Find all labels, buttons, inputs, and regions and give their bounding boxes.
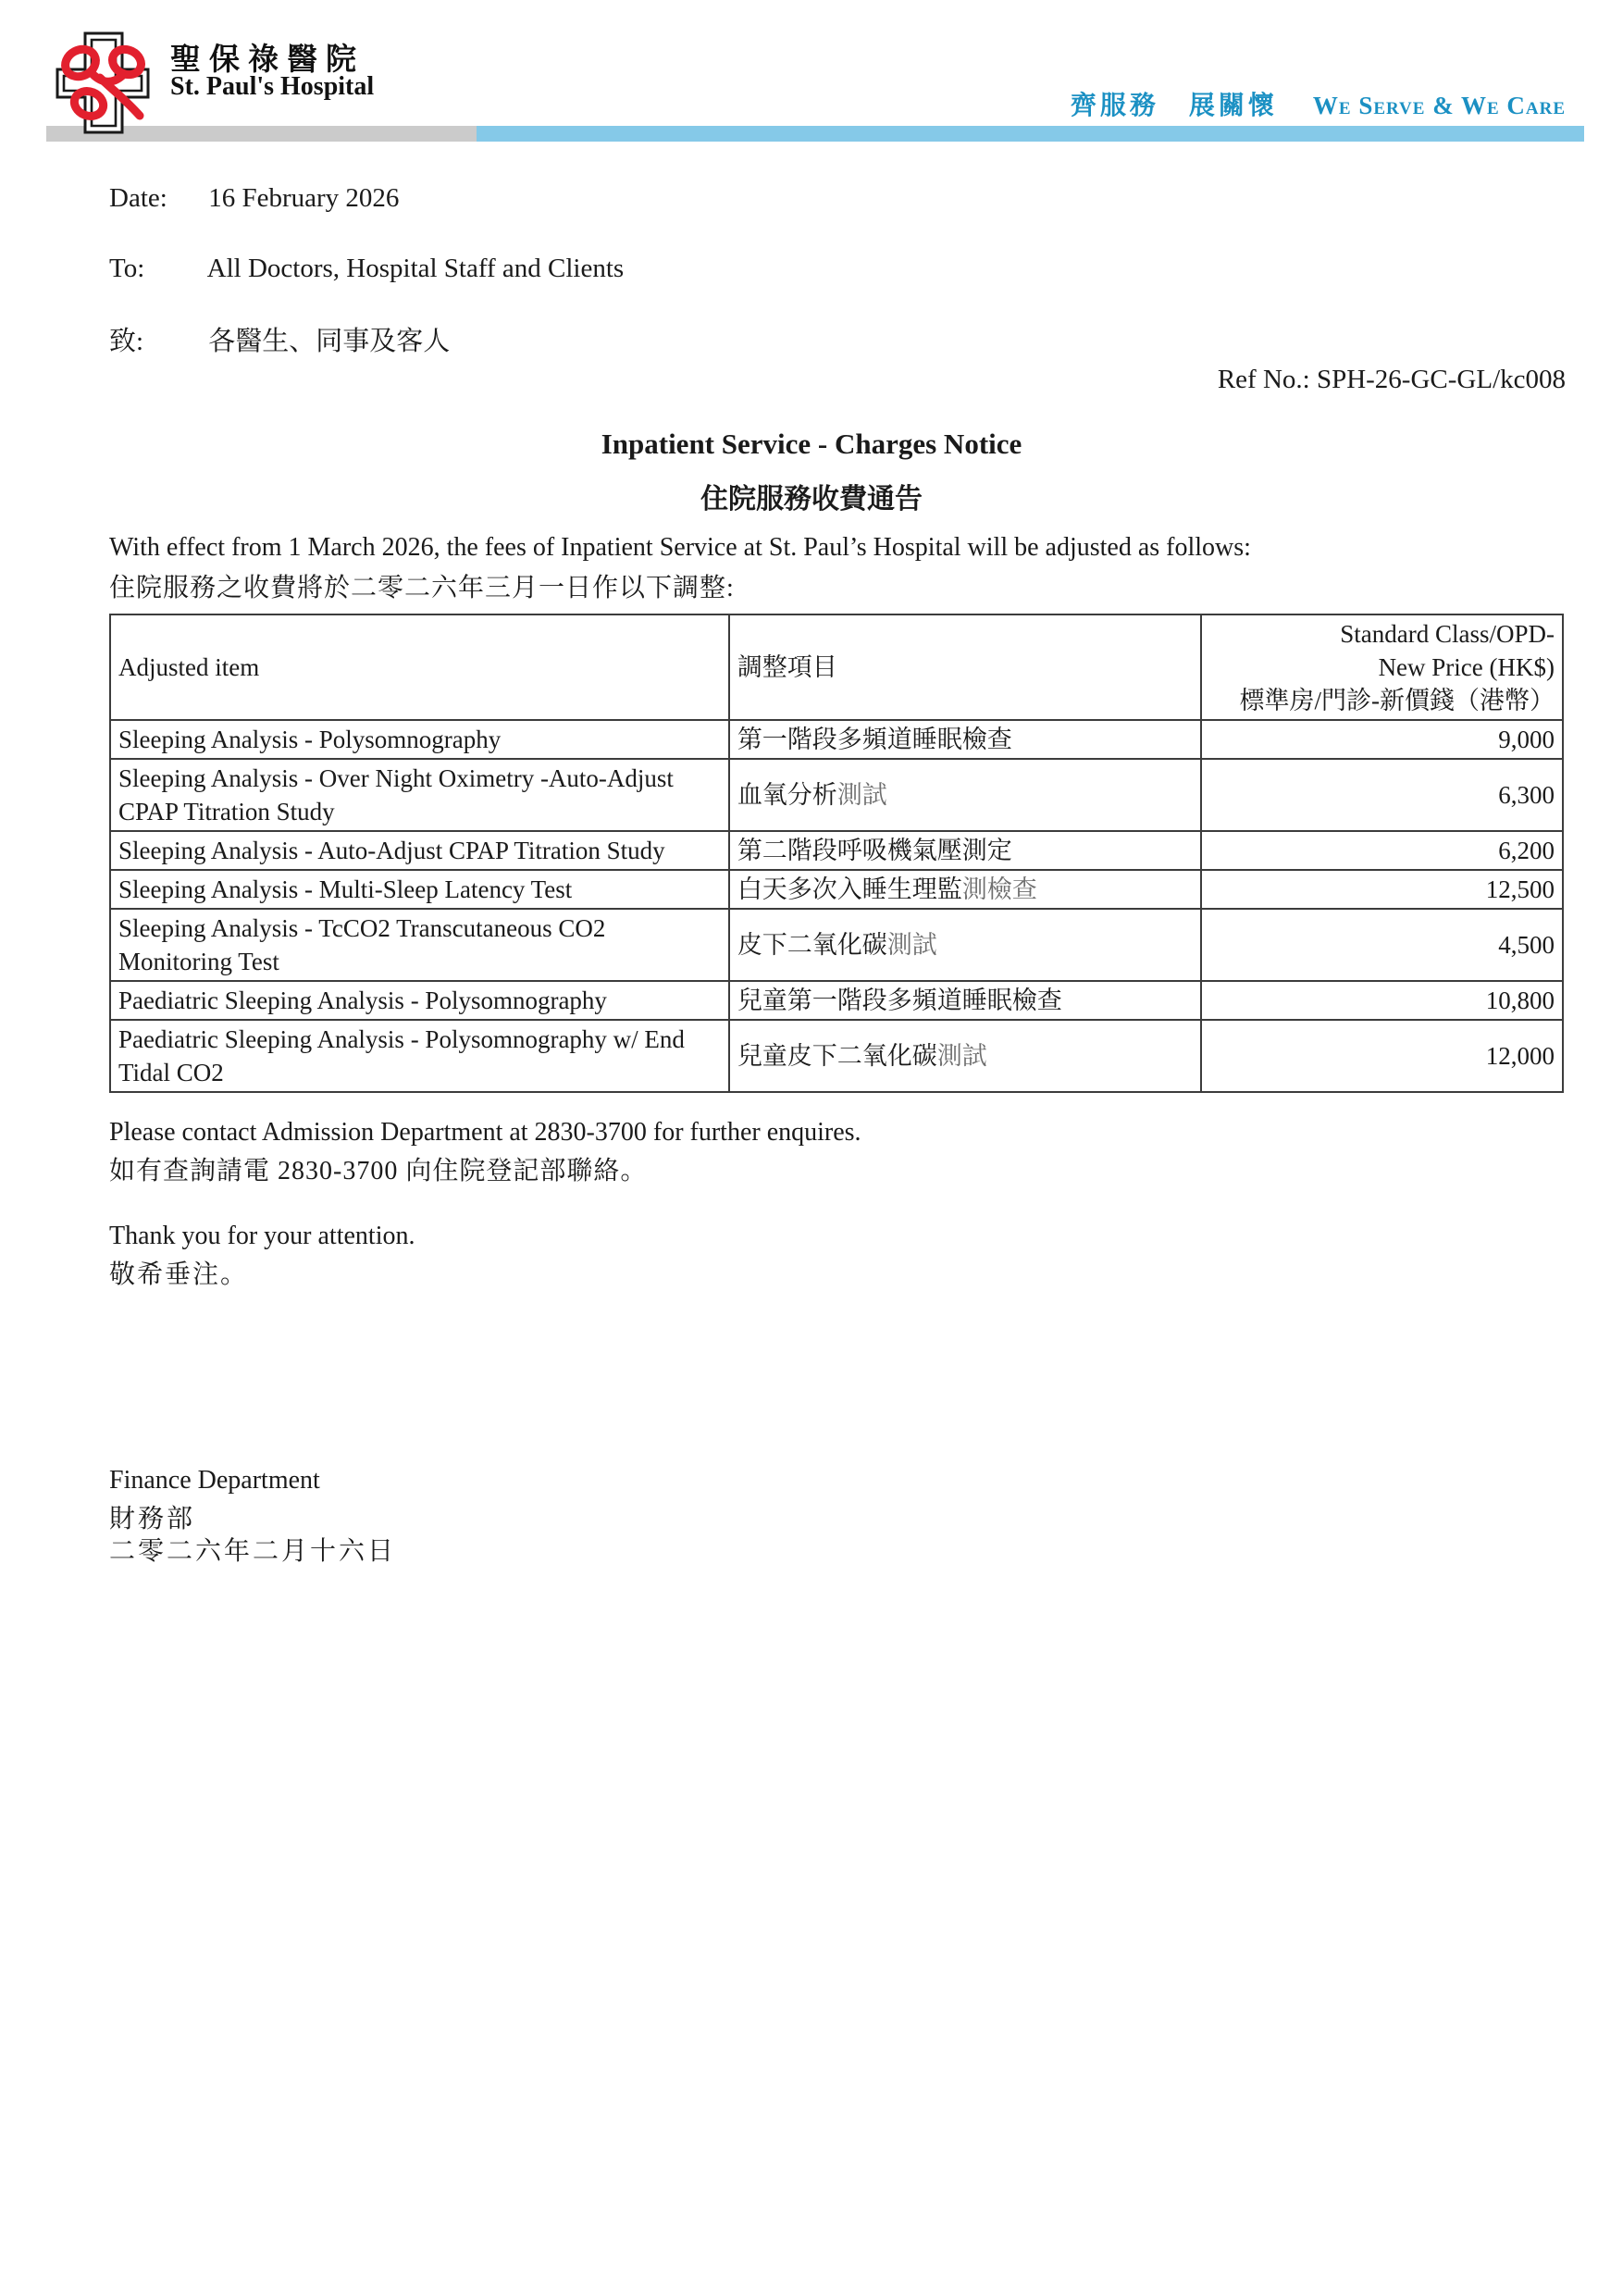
cell-item: Paediatric Sleeping Analysis - Polysomnography w/ End Tidal CO2: [110, 1020, 729, 1092]
zh-text: 兒童皮下二氧化碳: [737, 1042, 937, 1070]
cell-item-zh: [729, 759, 1201, 831]
signature-dept-en: Finance Department: [109, 1466, 320, 1495]
signature-dept-zh: 財務部: [109, 1505, 196, 1533]
to-line-zh: [109, 320, 450, 358]
motto-zh: 齊服務 展關懷: [1070, 92, 1278, 120]
table-row: [110, 831, 1563, 870]
charges-table: [109, 614, 1564, 1093]
cell-price: 12,500: [1201, 870, 1563, 909]
zh-text-gray: 測檢查: [961, 875, 1037, 903]
to-value-zh: 各醫生、同事及客人: [208, 327, 451, 356]
contact-text-zh: 如有查詢請電 2830-3700 向住院登記部聯絡。: [109, 1157, 648, 1185]
cell-item: Sleeping Analysis - Polysomnography: [110, 720, 729, 759]
header-adjusted-item-zh: 調整項目: [729, 614, 1201, 720]
zh-text: 第二階段呼吸機氣壓測定: [737, 837, 1012, 864]
date-label: Date:: [109, 183, 167, 213]
zh-text-gray: 測試: [836, 781, 887, 809]
date-value: 16 February 2026: [208, 183, 400, 213]
cell-item: Sleeping Analysis - Multi-Sleep Latency Test: [110, 870, 729, 909]
to-label-zh: 致:: [109, 327, 144, 356]
zh-text: 第一階段多頻道睡眠檢查: [737, 726, 1012, 753]
table-row: [110, 981, 1563, 1020]
cell-price: 6,200: [1201, 831, 1563, 870]
signature-date-zh: 二零二六年二月十六日: [109, 1537, 397, 1566]
header-price-line2: New Price (HK$): [1378, 653, 1555, 681]
header-adjusted-item: Adjusted item: [110, 614, 729, 720]
cell-price: 4,500: [1201, 909, 1563, 981]
zh-text: 白天多次入睡生理監: [737, 875, 962, 903]
cell-price: 12,000: [1201, 1020, 1563, 1092]
intro-text-zh: 住院服務之收費將於二零二六年三月一日作以下調整:: [109, 574, 735, 602]
cell-item-zh: [729, 1020, 1201, 1092]
notice-title-en: Inpatient Service - Charges Notice: [601, 428, 1022, 460]
closing-text-en: Thank you for your attention.: [109, 1222, 415, 1250]
date-line: [109, 183, 399, 214]
contact-text-en: Please contact Admission Department at 2830-3700 for further enquires.: [109, 1118, 861, 1147]
cell-item-zh: [729, 831, 1201, 870]
cell-price: 6,300: [1201, 759, 1563, 831]
zh-text-gray: 測試: [886, 931, 937, 959]
motto-en: We Serve & We Care: [1312, 92, 1566, 119]
zh-text: 兒童第一階段多頻道睡眠檢查: [737, 987, 1062, 1014]
cross-ribbon-icon: [46, 26, 157, 143]
intro-text-en: With effect from 1 March 2026, the fees of Inpatient Service at St. Paul’s Hospital will be adjusted as follows:: [109, 533, 1251, 562]
cell-item-zh: [729, 909, 1201, 981]
cell-item-zh: [729, 720, 1201, 759]
table-row: [110, 909, 1563, 981]
table-row: [110, 870, 1563, 909]
hospital-name-en: St. Paul's Hospital: [170, 72, 375, 101]
to-value: All Doctors, Hospital Staff and Clients: [206, 254, 625, 283]
cell-item: Sleeping Analysis - TcCO2 Transcutaneous CO2 Monitoring Test: [110, 909, 729, 981]
table-row: [110, 720, 1563, 759]
hospital-logo: [46, 26, 157, 143]
zh-text-gray: 測試: [936, 1042, 987, 1070]
table-header-row: [110, 614, 1563, 720]
header-price: [1201, 614, 1563, 720]
table-row: [110, 759, 1563, 831]
hospital-motto: [1071, 85, 1566, 122]
header-bar: [46, 126, 1584, 142]
zh-text: 皮下二氧化碳: [737, 931, 887, 959]
header-price-line3: 標準房/門診-新價錢（港幣）: [1239, 687, 1555, 714]
cell-item: Sleeping Analysis - Auto-Adjust CPAP Titration Study: [110, 831, 729, 870]
notice-title-zh: 住院服務收費通告: [700, 484, 923, 515]
cell-price: 9,000: [1201, 720, 1563, 759]
table-row: [110, 1020, 1563, 1092]
to-label: To:: [109, 254, 145, 283]
ref-number: Ref No.: SPH-26-GC-GL/kc008: [1217, 365, 1566, 394]
closing-text-zh: 敬希垂注。: [109, 1260, 249, 1289]
cell-item-zh: [729, 870, 1201, 909]
header-price-line1: Standard Class/OPD-: [1340, 620, 1555, 648]
header-bar-blue-segment: [477, 126, 1584, 142]
cell-price: 10,800: [1201, 981, 1563, 1020]
cell-item-zh: [729, 981, 1201, 1020]
hospital-name-zh: 聖保祿醫院: [170, 43, 365, 77]
cell-item: Sleeping Analysis - Over Night Oximetry -Auto-Adjust CPAP Titration Study: [110, 759, 729, 831]
cell-item: Paediatric Sleeping Analysis - Polysomnography: [110, 981, 729, 1020]
zh-text: 血氧分析: [737, 781, 837, 809]
to-line: [109, 254, 624, 284]
